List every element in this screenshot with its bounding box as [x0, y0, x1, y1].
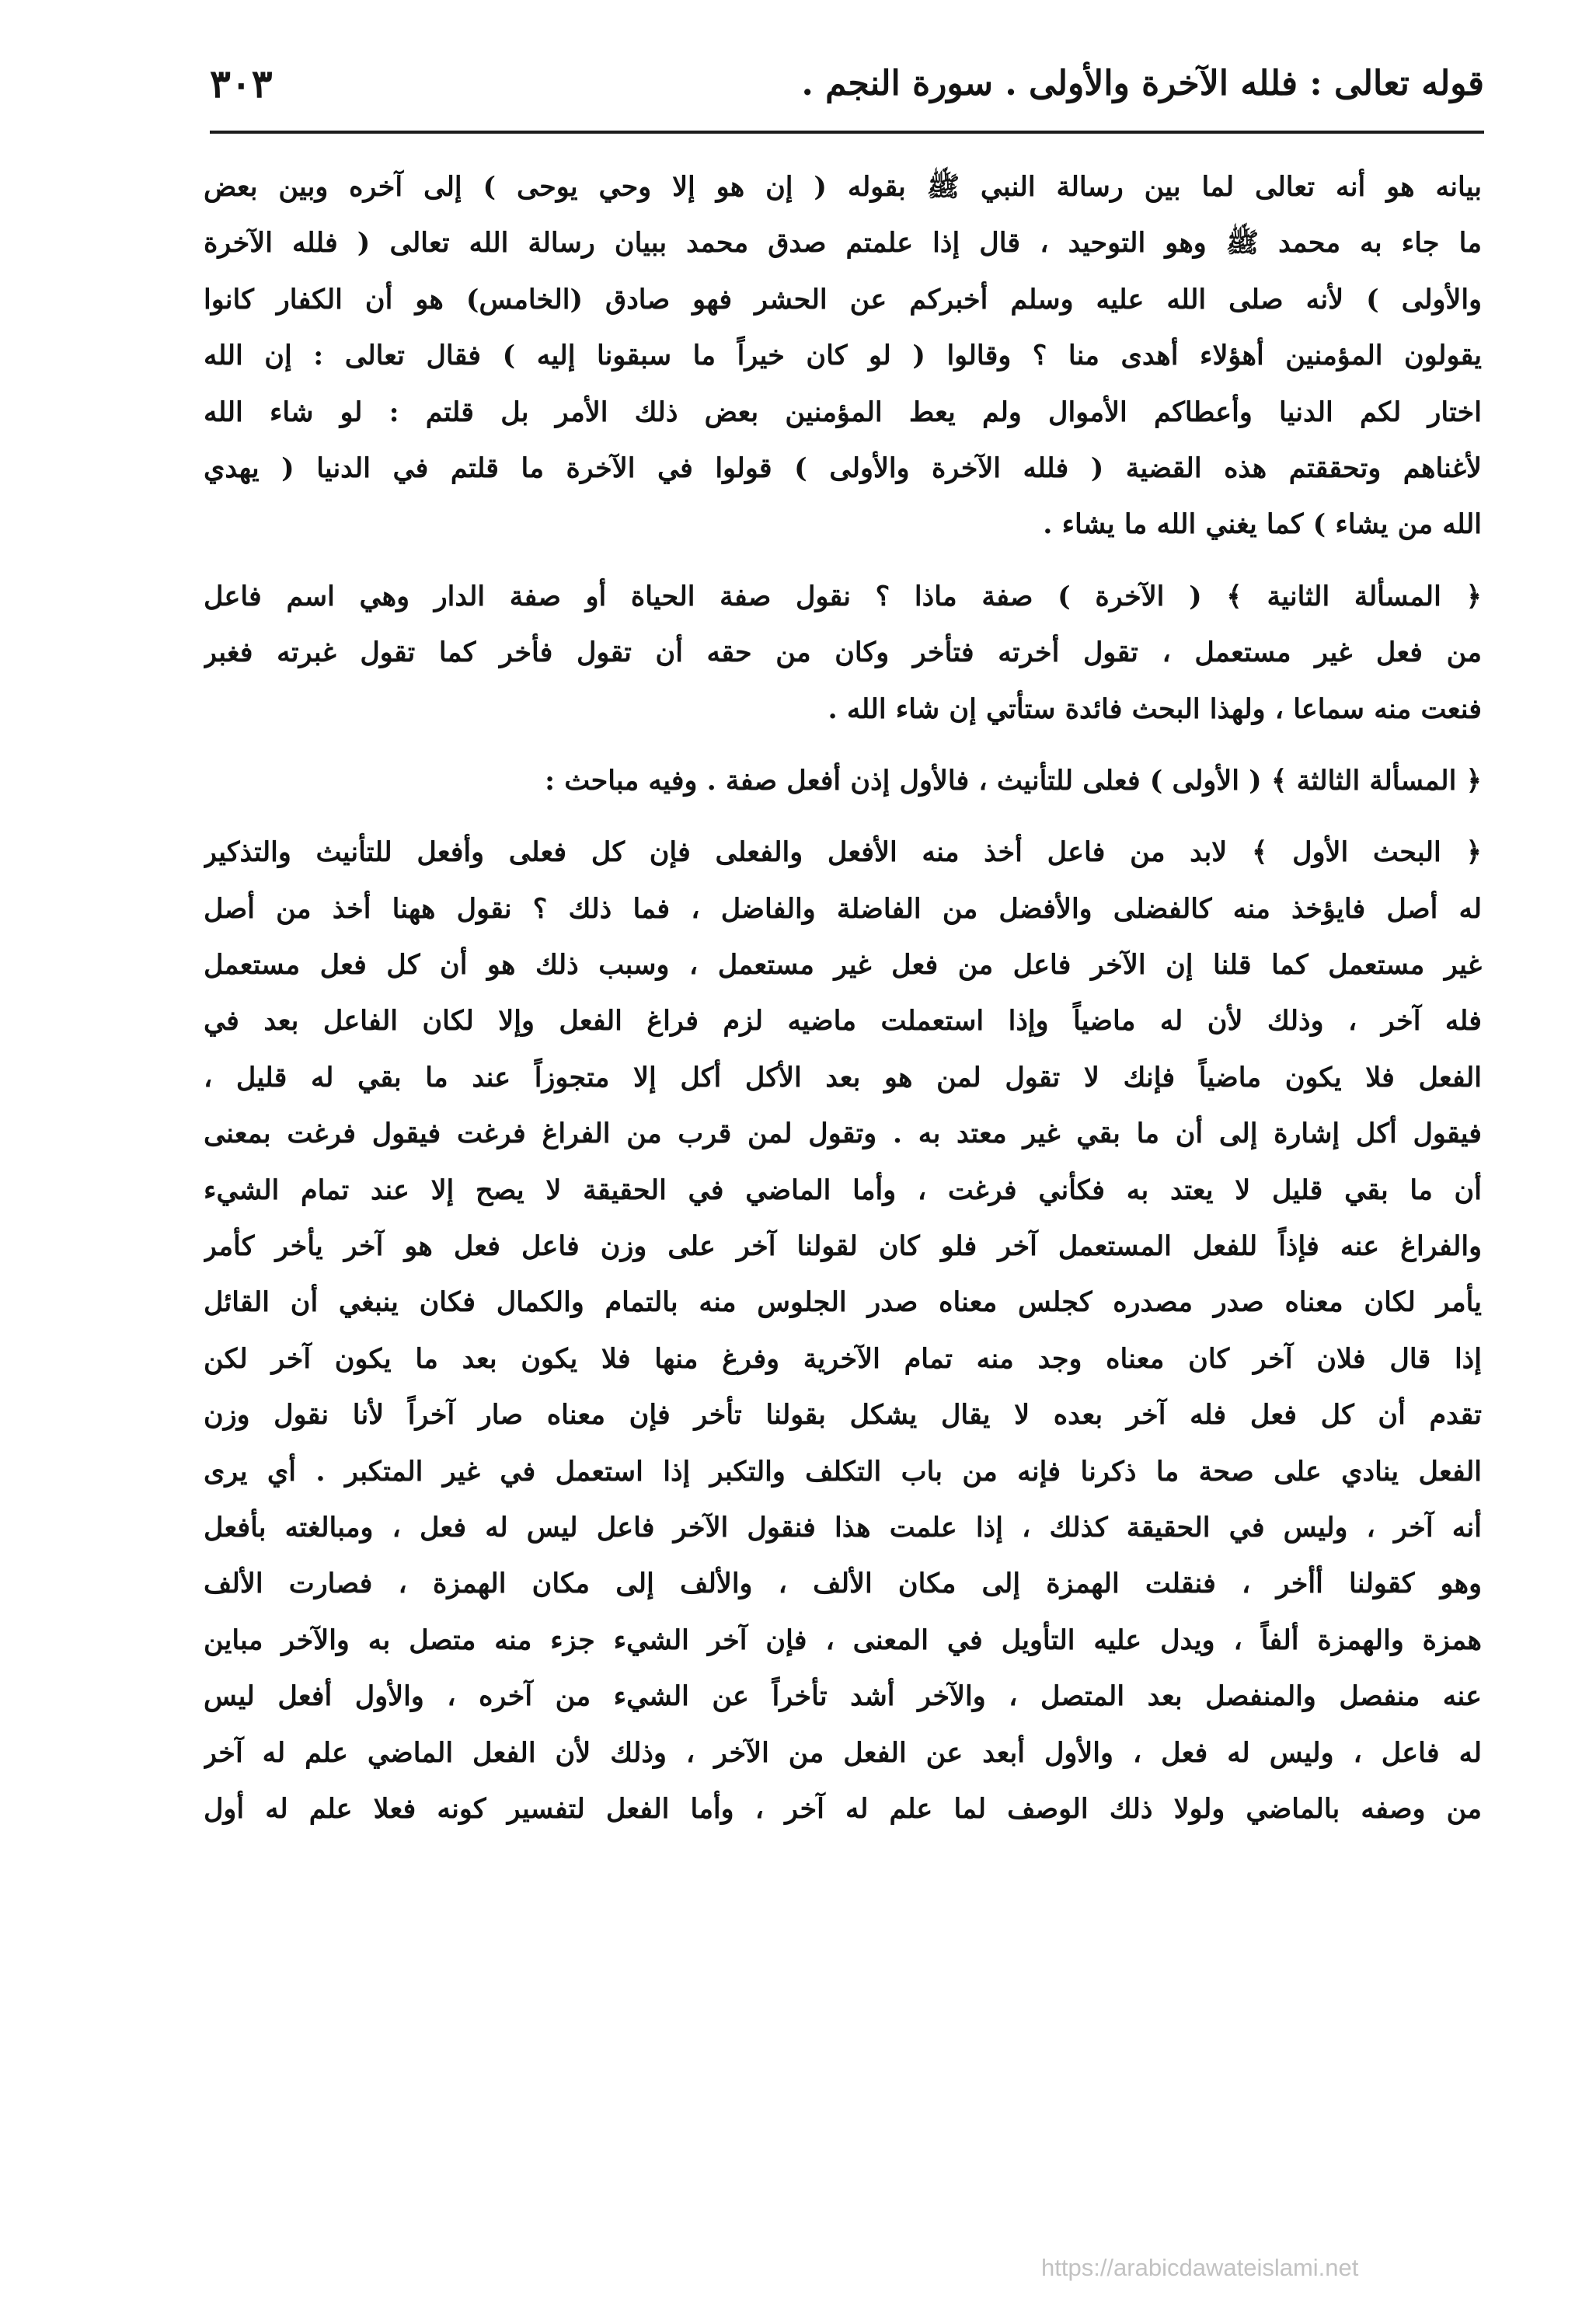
text-line: الله من يشاء ) كما يغني الله ما يشاء .	[1043, 508, 1482, 541]
text-line: من فعل غير مستعمل ، تقول أخرته فتأخر وكان من حقه أن تقول فأخر كما تقول غبرته فغبر	[204, 637, 1482, 669]
text-line: اختار لكم الدنيا وأعطاكم الأموال ولم يعط المؤمنين بعض ذلك الأمر بل قلتم : لو شاء الله	[204, 396, 1482, 428]
text-line: ﴿ البحث الأول ﴾ لابد من فاعل أخذ منه الأفعل والفعلى فإن كل فعلى وأفعل للتأنيث والتذكير	[204, 836, 1482, 869]
text-line: لأغناهم وتحققتم هذه القضية ( فلله الآخرة والأولى ) قولوا في الآخرة ما قلتم في الدنيا ( يهدي	[204, 452, 1482, 484]
header-rule	[210, 131, 1484, 134]
text-line: غير مستعمل كما قلنا إن الآخر فاعل من فعل غير مستعمل ، وسبب ذلك هو أن كل فعل مستعمل	[204, 949, 1482, 982]
page-header	[210, 48, 1484, 118]
text-line: إذا قال فلان آخر كان معناه وجد منه تمام الآخرية وفرغ منها فلا يكون بعد ما يكون آخر لكن	[204, 1342, 1482, 1375]
text-line: وهو كقولنا أأخر ، فنقلت الهمزة إلى مكان الألف ، والألف إلى مكان الهمزة ، فصارت الألف	[204, 1568, 1482, 1600]
text-line: فله آخر ، وذلك لأن له ماضياً وإذا استعملت ماضيه لزم فراغ الفعل وإلا لكان الفاعل بعد في	[204, 1005, 1482, 1038]
text-line: له فاعل ، وليس له فعل ، والأول أبعد عن الفعل من الآخر ، وذلك لأن الفعل الماضي علم له آخر	[204, 1736, 1482, 1769]
text-line: الفعل ينادي على صحة ما ذكرنا فإنه من باب التكلف والتكبر إذا استعمل في غير المتكبر . أي يرى	[204, 1455, 1482, 1488]
text-line: تقدم أن كل فعل فله آخر بعده لا يقال يشكل بقولنا تأخر فإن معناه صار آخراً لأنا نقول وزن	[204, 1399, 1482, 1432]
text-line: له أصل فايؤخذ منه كالفضلى والأفضل من الفاضلة والفاضل ، فما ذلك ؟ نقول ههنا أخذ من أصل	[204, 892, 1482, 925]
text-line: أنه آخر ، وليس في الحقيقة كذلك ، إذا علمت هذا فنقول الآخر فاعل ليس له فعل ، ومبالغته بأفعل	[204, 1511, 1482, 1544]
text-line: يأمر لكان معناه صدر مصدره كجلس معناه صدر الجلوس منه بالتمام والكمال فكان ينبغي أن القائل	[204, 1286, 1482, 1319]
text-line: ﴿ المسألة الثانية ﴾ ( الآخرة ) صفة ماذا ؟ نقول صفة الحياة أو صفة الدار وهي اسم فاعل	[204, 580, 1482, 612]
text-line: الفعل فلا يكون ماضياً فإنك لا تقول لمن هو بعد الأكل أكل إلا متجوزاً عند ما بقي له قليل ،	[204, 1061, 1482, 1094]
text-line: بيانه هو أنه تعالى لما بين رسالة النبي ﷺ بقوله ( إن هو إلا وحي يوحى ) إلى آخره وبين بعض	[204, 171, 1482, 203]
text-line: أن ما بقي قليل لا يعتد به فكأني فرغت ، وأما الماضي في الحقيقة لا يصح إلا عند تمام الشيء	[204, 1174, 1482, 1206]
text-line: من وصفه بالماضي ولولا ذلك الوصف لما علم له آخر ، وأما الفعل لتفسير كونه فعلا علم له أول	[204, 1792, 1482, 1825]
running-title: قوله تعالى : فلله الآخرة والأولى . سورة النجم .	[801, 63, 1484, 103]
text-line: همزة والهمزة ألفاً ، ويدل عليه التأويل في المعنى ، فإن آخر الشيء جزء منه متصل به والآخر مباين	[204, 1624, 1482, 1656]
body-text	[204, 159, 1482, 1837]
text-line: يقولون المؤمنين أهؤلاء أهدى منا ؟ وقالوا ( لو كان خيراً ما سبقونا إليه ) فقال تعالى : إن الله	[204, 340, 1482, 372]
text-line: والفراغ عنه فإذاً للفعل المستعمل آخر فلو كان لقولنا آخر على وزن فاعل فعل هو آخر يأخر كأمر	[204, 1230, 1482, 1263]
watermark: https://arabicdawateislami.net	[1041, 2254, 1359, 2281]
text-line: فنعت منه سماعا ، ولهذا البحث فائدة ستأتي إن شاء الله .	[828, 692, 1482, 725]
text-line: عنه منفصل والمنفصل بعد المتصل ، والآخر أشد تأخراً عن الشيء من آخره ، والأول أفعل ليس	[204, 1680, 1482, 1713]
page-number: ٣٠٣	[210, 60, 273, 106]
text-line: ما جاء به محمد ﷺ وهو التوحيد ، قال إذا علمتم صدق محمد ببيان رسالة الله تعالى ( فلله الآخرة	[204, 227, 1482, 260]
text-line: فيقول أكل إشارة إلى أن ما بقي غير معتد به . وتقول لمن قرب من الفراغ فرغت فيقول فرغت بمعنى	[204, 1118, 1482, 1150]
text-line: ﴿ المسألة الثالثة ﴾ ( الأولى ) فعلى للتأنيث ، فالأول إذن أفعل صفة . وفيه مباحث :	[545, 764, 1482, 797]
text-line: والأولى ) لأنه صلى الله عليه وسلم أخبركم عن الحشر فهو صادق (الخامس) هو أن الكفار كانوا	[204, 283, 1482, 316]
